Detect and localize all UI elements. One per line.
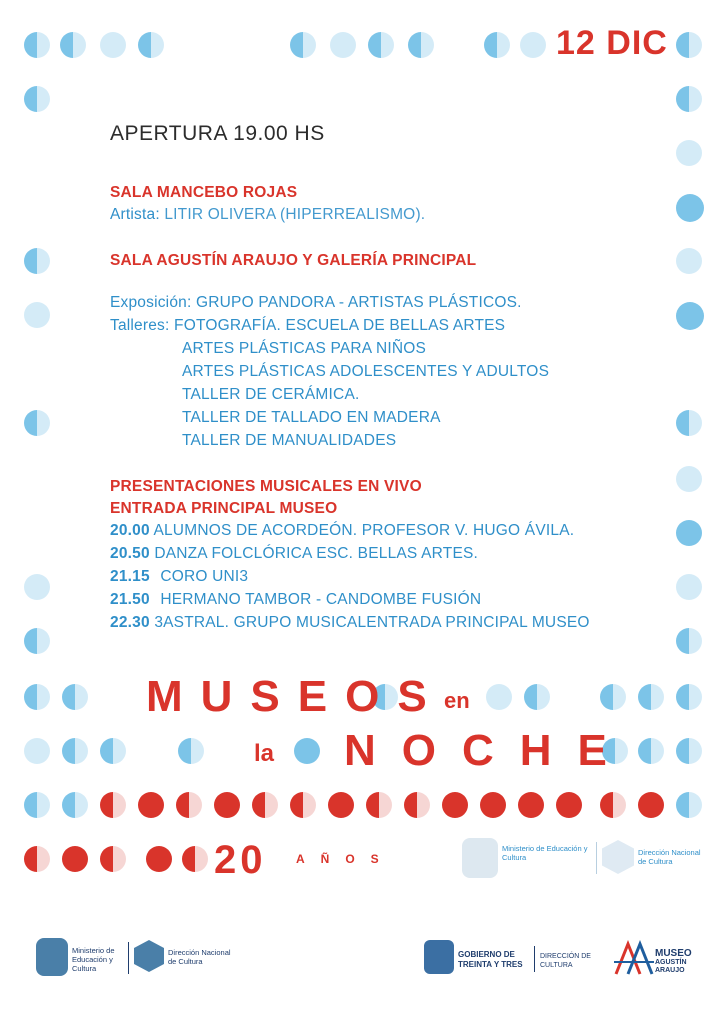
moon-dot	[100, 846, 126, 872]
moon-dot	[24, 574, 50, 600]
music-text: ALUMNOS DE ACORDEÓN. PROFESOR V. HUGO ÁVILA.	[153, 522, 575, 539]
artist-label: Artista:	[110, 206, 160, 223]
uruguay-shield-icon	[462, 838, 498, 878]
logo-divider	[596, 842, 597, 874]
moon-dot	[62, 738, 88, 764]
museo-label	[655, 948, 692, 975]
moon-dot	[100, 32, 126, 58]
moon-dot	[484, 32, 510, 58]
moon-dot	[676, 738, 702, 764]
moon-dot	[676, 248, 702, 274]
museo-line: MUSEO	[655, 948, 692, 959]
hexagon-icon	[134, 940, 164, 972]
music-time: 20.50	[110, 545, 150, 562]
treinta-y-tres-shield-icon	[424, 940, 454, 974]
music-item	[110, 522, 574, 540]
talleres-line	[110, 317, 505, 335]
music-text: 3ASTRAL. GRUPO MUSICALENTRADA PRINCIPAL MUSEO	[154, 614, 590, 631]
direccion-cultura-label	[540, 952, 591, 970]
music-time: 20.00	[110, 522, 150, 539]
moon-dot	[638, 684, 664, 710]
moon-dot	[24, 32, 50, 58]
moon-dot	[676, 140, 702, 166]
moon-dot	[404, 792, 430, 818]
opening-time: APERTURA 19.00 HS	[110, 122, 325, 145]
exposicion-label: Exposición:	[110, 294, 192, 311]
logo-divider	[534, 946, 535, 972]
moon-dot	[600, 684, 626, 710]
moon-dot	[676, 302, 704, 330]
moon-dot	[676, 86, 702, 112]
artist-value: LITIR OLIVERA (HIPERREALISMO).	[164, 206, 426, 223]
direccion-cultura-line: DIRECCIÓN DE	[540, 953, 591, 960]
moon-dot	[24, 628, 50, 654]
direccion-label: Dirección Nacional de Cultura	[638, 848, 701, 866]
gobierno-line: TREINTA Y TRES	[458, 960, 523, 969]
moon-dot	[520, 32, 546, 58]
artist-line	[110, 206, 425, 224]
music-item	[110, 614, 590, 632]
moon-dot	[138, 792, 164, 818]
music-location: ENTRADA PRINCIPAL MUSEO	[110, 500, 338, 517]
museo-line: AGUSTÍN	[655, 959, 687, 966]
moon-dot	[62, 846, 88, 872]
moon-dot	[24, 248, 50, 274]
taller-item: FOTOGRAFÍA. ESCUELA DE BELLAS ARTES	[174, 317, 506, 334]
ministerio-label: Ministerio de Educación y Cultura	[502, 844, 588, 862]
talleres-label: Talleres:	[110, 317, 170, 334]
moon-dot	[178, 738, 204, 764]
moon-dot	[62, 792, 88, 818]
moon-dot	[290, 792, 316, 818]
moon-dot	[62, 684, 88, 710]
moon-dot	[252, 792, 278, 818]
taller-item: TALLER DE CERÁMICA.	[182, 386, 360, 403]
headline-twenty: 20	[214, 838, 267, 882]
sala-mancebo-title: SALA MANCEBO ROJAS	[110, 184, 298, 201]
moon-dot	[556, 792, 582, 818]
exposicion-value: GRUPO PANDORA - ARTISTAS PLÁSTICOS.	[195, 294, 522, 311]
moon-dot	[24, 846, 50, 872]
moon-dot	[676, 792, 702, 818]
moon-dot	[368, 32, 394, 58]
logo-divider	[128, 942, 129, 974]
moon-dot	[408, 32, 434, 58]
moon-dot	[676, 684, 702, 710]
headline-la: la	[254, 740, 275, 767]
moon-dot	[676, 410, 702, 436]
moon-dot	[366, 792, 392, 818]
ministerio-footer-label: Ministerio de Educación y Cultura	[72, 946, 115, 973]
moon-dot	[442, 792, 468, 818]
taller-item: TALLER DE MANUALIDADES	[182, 432, 397, 449]
moon-dot	[676, 628, 702, 654]
music-title: PRESENTACIONES MUSICALES EN VIVO	[110, 478, 422, 495]
moon-dot	[294, 738, 320, 764]
moon-dot	[24, 738, 50, 764]
taller-item: ARTES PLÁSTICAS PARA NIÑOS	[182, 340, 427, 357]
moon-dot	[138, 32, 164, 58]
moon-dot	[600, 792, 626, 818]
moon-dot	[146, 846, 172, 872]
moon-dot	[638, 792, 664, 818]
music-time: 22.30	[110, 614, 150, 631]
gobierno-label	[458, 950, 523, 970]
moon-dot	[676, 194, 704, 222]
moon-dot	[176, 792, 202, 818]
moon-dot	[24, 302, 50, 328]
moon-dot	[24, 86, 50, 112]
music-text: HERMANO TAMBOR - CANDOMBE FUSIÓN	[160, 591, 482, 608]
moon-dot	[290, 32, 316, 58]
moon-dot	[524, 684, 550, 710]
moon-dot	[328, 792, 354, 818]
exposicion-line	[110, 294, 522, 312]
headline-anos: AÑOS	[296, 852, 395, 866]
moon-dot	[480, 792, 506, 818]
gobierno-line: GOBIERNO DE	[458, 950, 515, 959]
sala-araujo-title: SALA AGUSTÍN ARAUJO Y GALERÍA PRINCIPAL	[110, 252, 477, 269]
moon-dot	[100, 792, 126, 818]
moon-dot	[676, 32, 702, 58]
moon-dot	[676, 574, 702, 600]
museo-line: ARAUJO	[655, 967, 685, 974]
uruguay-shield-icon	[36, 938, 68, 976]
music-item	[110, 568, 248, 586]
moon-dot	[518, 792, 544, 818]
headline-noche: NOCHE	[344, 726, 633, 775]
music-time: 21.50	[110, 591, 150, 608]
hexagon-icon	[602, 840, 634, 874]
moon-dot	[24, 684, 50, 710]
moon-dot	[486, 684, 512, 710]
music-item	[110, 545, 478, 563]
moon-dot	[676, 466, 702, 492]
music-time: 21.15	[110, 568, 150, 585]
event-date: 12 DIC	[556, 24, 668, 62]
moon-dot	[100, 738, 126, 764]
moon-dot	[24, 792, 50, 818]
moon-dot	[60, 32, 86, 58]
direccion-footer-label: Dirección Nacional de Cultura	[168, 948, 231, 966]
headline-en: en	[444, 688, 470, 713]
direccion-cultura-line: CULTURA	[540, 962, 573, 969]
music-text: DANZA FOLCLÓRICA ESC. BELLAS ARTES.	[154, 545, 479, 562]
music-item	[110, 591, 481, 609]
headline-museos: MUSEOS	[146, 672, 445, 721]
museo-araujo-logo-icon	[614, 940, 654, 976]
taller-item: TALLER DE TALLADO EN MADERA	[182, 409, 441, 426]
moon-dot	[214, 792, 240, 818]
music-text: CORO UNI3	[160, 568, 249, 585]
moon-dot	[24, 410, 50, 436]
moon-dot	[182, 846, 208, 872]
moon-dot	[330, 32, 356, 58]
taller-item: ARTES PLÁSTICAS ADOLESCENTES Y ADULTOS	[182, 363, 550, 380]
moon-dot	[676, 520, 702, 546]
moon-dot	[638, 738, 664, 764]
